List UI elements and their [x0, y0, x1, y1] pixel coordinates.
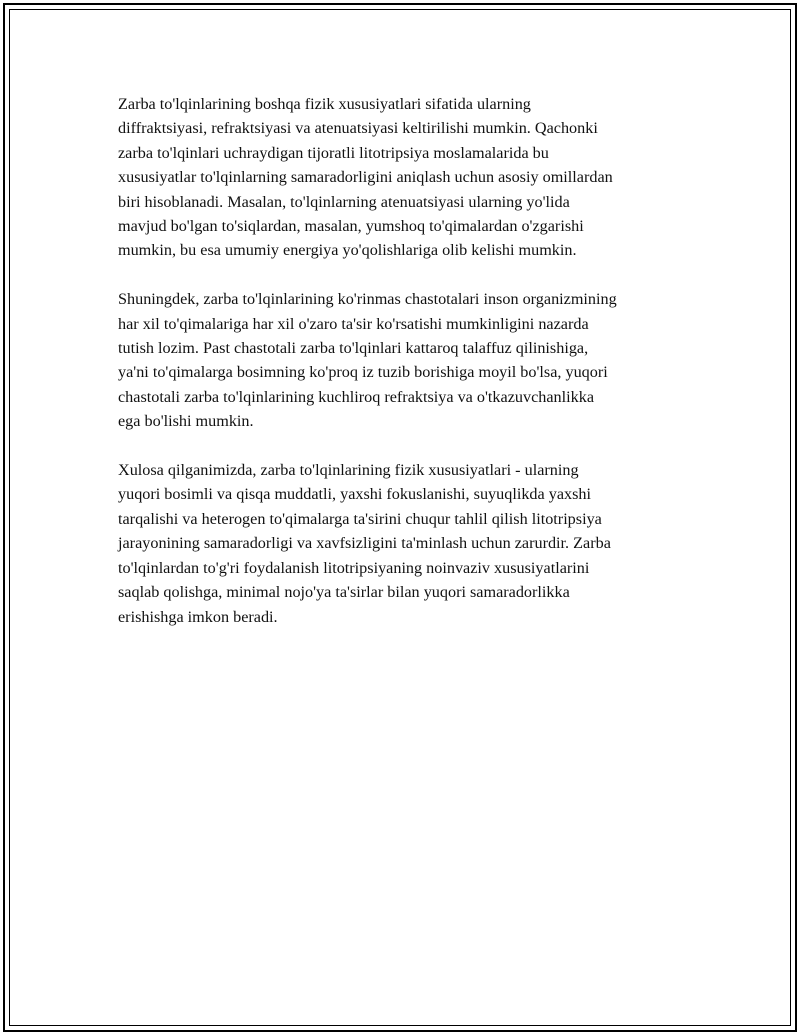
- paragraph-1: Zarba to'lqinlarining boshqa fizik xususiyatlari sifatida ularning diffraktsiyasi, refraktsiyasi va atenuatsiyasi keltirilishi mumkin. Qachonki zarba to'lqinlari uchraydigan tijoratli litotripsiya moslamalarida bu xususiyatlar to'lqinlarning samaradorligini aniqlash uchun asosiy omillardan biri hisoblanadi. Masalan, to'lqinlarning atenuatsiyasi ularning yo'lida mavjud bo'lgan to'siqlardan, masalan, yumshoq to'qimalardan o'zgarishi mumkin, bu esa umumiy energiya yo'qolishlariga olib kelishi mumkin.: [118, 95, 613, 260]
- paragraph-2: Shuningdek, zarba to'lqinlarining ko'rinmas chastotalari inson organizmining har xil to'qimalariga har xil o'zaro ta'sir ko'rsatishi mumkinligini nazarda tutish lozim. Past chastotali zarba to'lqinlari kattaroq talaffuz qilinishiga, ya'ni to'qimalarga bosimning ko'proq iz tuzib borishiga moyil bo'lsa, yuqori chastotali zarba to'lqinlarining kuchliroq refraktsiya va o'tkazuvchanlikka ega bo'lishi mumkin.: [118, 290, 617, 431]
- document-body: [118, 92, 698, 653]
- paragraph-3: Xulosa qilganimizda, zarba to'lqinlarining fizik xususiyatlari - ularning yuqori bosimli va qisqa muddatli, yaxshi fokuslanishi, suyuqlikda yaxshi tarqalishi va heterogen to'qimalarga ta'sirini chuqur tahlil qilish litotripsiya jarayonining samaradorligi va xavfsizligini ta'minlash uchun zarurdir. Zarba to'lqinlardan to'g'ri foydalanish litotripsiyaning noinvaziv xususiyatlarini saqlab qolishga, minimal nojo'ya ta'sirlar bilan yuqori samaradorlikka erishishga imkon beradi.: [118, 461, 611, 626]
